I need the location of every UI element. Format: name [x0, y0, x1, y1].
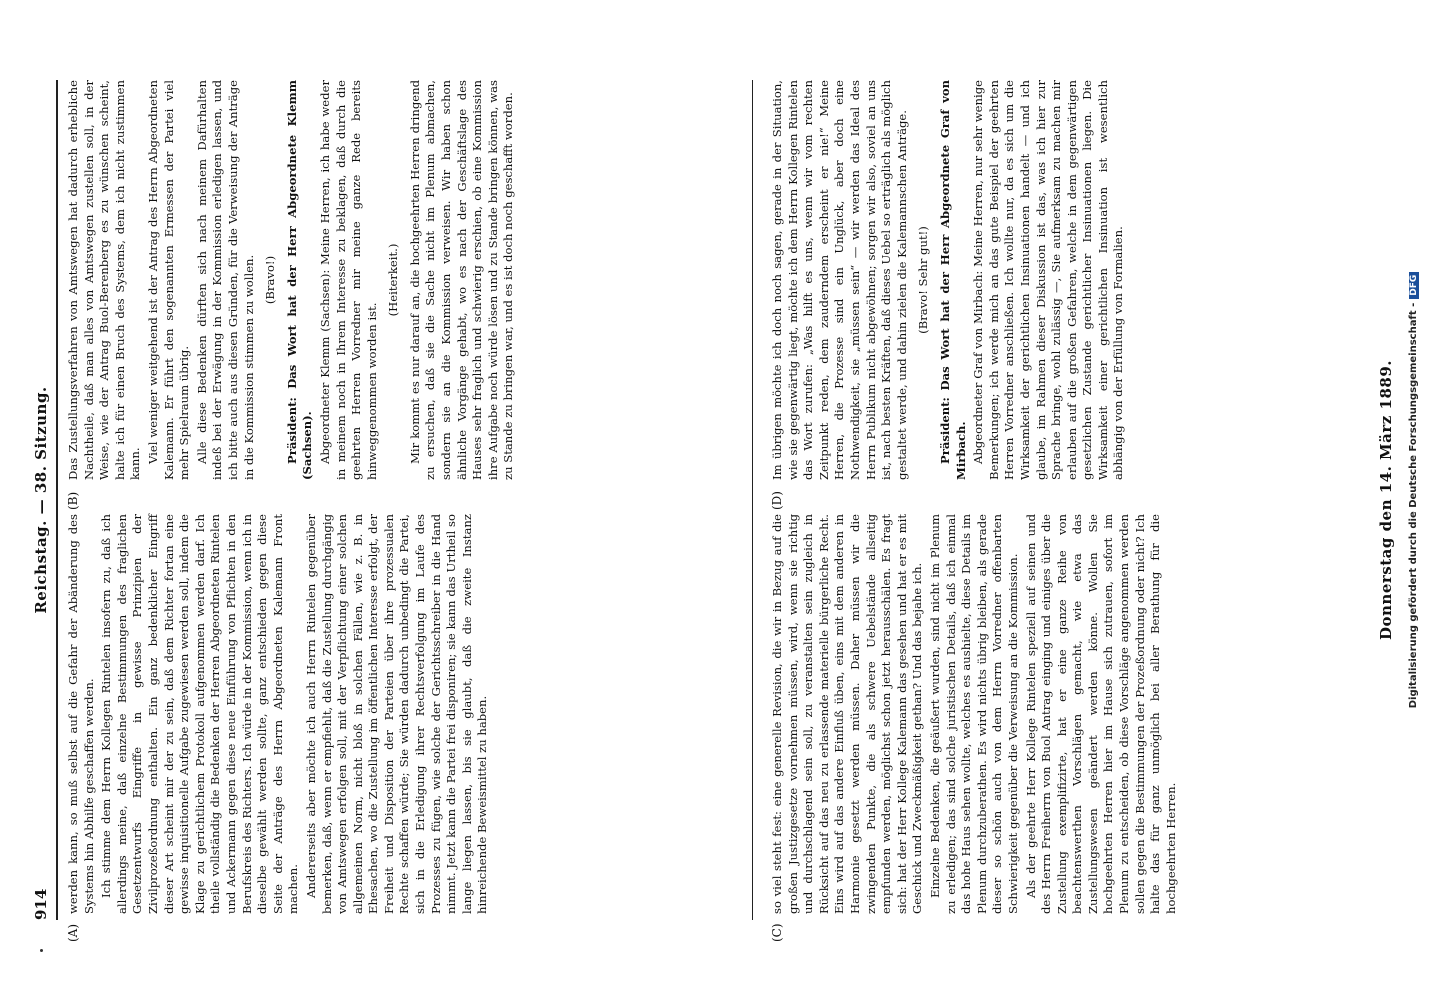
paragraph: Andererseits aber möchte ich auch Herrn Rintelen gegenüber bemerken, daß, wenn er empfiehlt, daß die Zustellung durchgängig von Amtswegen erfolgen soll, mit der Verpflichtung einer solchen allgemeinen Norm, nicht bloß in solchen Fällen, wie z. B. in Ehesachen, wo die Zustellung im öffentlichen Interesse erfolgt, der Freiheit und Disposition der Parteien über ihre prozessualen Rechte schaffen würde; Sie würden dadurch unbedingt die Partei, sich in die Erledigung ihrer Rechtsverfolgung im Laufe des Prozesses zu fügen, wie solche der Gerichtsschreiber in die Hand nimmt. Jetzt kann die Partei frei disponiren; sie kann das Urtheil so lange liegen lassen, bis sie glaubt, daß die zweite Instanz hinreichende Beweismittel zu haben.	[303, 514, 490, 914]
text-column-3	[770, 514, 1370, 914]
section-divider	[752, 80, 753, 920]
page-header-right	[1375, 80, 1401, 920]
paragraph: Viel weniger weitgehend ist der Antrag des Herrn Abgeordneten Kalemann. Er führt den sogenannten Ermessen der Partei viel mehr Spielraum übrig.	[145, 80, 192, 480]
credit-text: Digitalisierung gefördert durch die Deutsche Forschungsgemeinschaft -	[1408, 302, 1419, 709]
dfg-logo: DFG	[1409, 272, 1419, 299]
paragraph: so viel steht fest: eine generelle Revision, die wir in Bezug auf die großen Justizgesetze vornehmen müssen, wird, wenn sie richtig und durchschlagend sein soll, zu veranstalten sein zugleich in Rücksicht auf das neu zu erlassende materielle bürgerliche Recht. Eins wird auf das andere Einfluß üben, eins mit dem anderen in Harmonie gesetzt werden müssen. Daher müssen wir die zwingenden Punkte, die als schwere Uebelstände allseitig empfunden werden, möglichst schon jetzt herausschälen. Es fragt sich: hat der Herr Kollege Kalemann das gesehen und hat er es mit Geschick und Zweckmäßigkeit gethan? Und das bejahe ich.	[770, 514, 925, 914]
text-column-1	[66, 514, 706, 914]
text-column-2	[66, 80, 706, 480]
president-statement: Präsident: Das Wort hat der Herr Abgeordnete Graf von Mirbach.	[937, 80, 968, 480]
applause-note: (Bravo! Sehr gut!)	[916, 226, 931, 334]
speech-paragraph: Abgeordneter Graf von Mirbach: Meine Herren, nur sehr wenige Bemerkungen; ich werde mich an das gute Beispiel der geehrten Herren Vorredner anschließen. Ich wollte nur, da es sich um die Wirksamkeit der gerichtlichen Insinuationen handelt — und ich glaube, im Rahmen dieser Diskussion ist das, was ich hier zur Sprache bringe, wohl zulässig —, Sie aufmerksam zu machen mir erlauben auf die großen Gefahren, welche in dem gegenwärtigen gesetzlichen Zustande gerichtlicher Insinuationen liegen. Die Wirksamkeit einer gerichtlichen Insinuation ist wesentlich abhängig von der Erfüllung von Formalien.	[971, 80, 1126, 480]
header-right-title: Donnerstag den 14. März 1889.	[1377, 360, 1395, 640]
president-statement: Präsident: Das Wort hat der Herr Abgeordnete Klemm (Sachsen).	[284, 80, 315, 480]
paragraph: werden kann, so muß selbst auf die Gefahr der Abänderung des Systems hin Abhilfe geschaffen werden.	[66, 514, 96, 914]
margin-mark-b: (B)	[66, 491, 80, 510]
page-number: 914	[32, 888, 50, 920]
scan-speck	[40, 949, 43, 952]
laughter-note: (Heiterkeit.)	[386, 243, 401, 317]
speech-paragraph: Mir kommt es nur darauf an, die hochgeehrten Herren dringend zu ersuchen, daß sie die Sache nicht im Plenum abmachen, sondern sie an die Kommission verweisen. Wir haben schon ähnliche Vorgänge gehabt, wo es nach der Geschäftslage des Hauses sehr fraglich und schwierig erschien, ob eine Kommission ihre Aufgabe noch würde lösen und zu Stande bringen können, was zu Stande zu bringen war, und es ist doch noch geschafft worden.	[407, 80, 516, 480]
paragraph: Ich stimme dem Herrn Kollegen Rintelen insofern zu, daß ich allerdings meine, daß einzelne Bestimmungen des fraglichen Gesetzentwurfs Eingriffe in gewisse Prinzipien der Zivilprozeßordnung enthalten. Ein ganz bedenklicher Eingriff dieser Art scheint mir der zu sein, daß dem Richter fortan eine gewisse inquisitionelle Aufgabe zugewiesen werden soll, indem die Klage zu gerichtlichem Protokoll aufgenommen werden darf. Ich theile vollständig die Bedenken der Herren Abgeordneten Rintelen und Ackermann gegen diese neue Einführung von Pflichten in den Berufskreis des Richters. Ich würde in der Kommission, wenn ich in dieselbe gewählt werden sollte, ganz entschieden gegen diese Seite der Anträge des Herrn Abgeordneten Kalemann Front machen.	[99, 514, 301, 914]
digitization-credit	[1408, 120, 1419, 860]
page-header	[30, 80, 58, 920]
applause-note: (Bravo!)	[263, 255, 278, 305]
margin-mark-c: (C)	[770, 923, 784, 942]
margin-mark-d: (D)	[770, 491, 784, 510]
paragraph: Einzelne Bedenken, die geäußert wurden, sind nicht im Plenum zu erledigen; das sind solche juristischen Details, daß ich einmal das hohe Haus sehen wollte, welches es aushielte, diese Details im Plenum durchzuberathen. Es wird nichts übrig bleiben, als gerade dieser so schön auch von dem Herrn Vorredner offenbarten Schwierigkeit gegenüber die Verweisung an die Kommission.	[927, 514, 1020, 914]
paragraph: Alle diese Bedenken dürften sich nach meinem Dafürhalten indeß bei der Erwägung in der Kommission erledigen lassen, und ich bitte auch aus diesen Gründen, für die Verweisung der Anträge in die Kommission stimmen zu wollen.	[194, 80, 256, 480]
paragraph: Im übrigen möchte ich doch noch sagen, gerade in der Situation, wie sie gegenwärtig liegt, möchte ich dem Herrn Kollegen Rintelen das Wort zurufen: „Was hilft es uns, wenn wir vom rechten Zeitpunkt reden, dem zauderndem erscheint er nie!“ Meine Herren, die Prozesse sind ein Unglück, aber doch eine Nothwendigkeit, sie „müssen sein“ — wir werden das Ideal des Herrn Publikum nicht abgewöhnen; sorgen wir also, soviel an uns ist, nach besten Kräften, daß dieses Uebel so erträglich als möglich gestaltet werde, und dahin zielen die Kalemannschen Anträge.	[770, 80, 909, 480]
header-left-title: Reichstag. — 38. Sitzung.	[32, 386, 50, 614]
margin-mark-a: (A)	[66, 923, 80, 942]
text-column-4	[770, 80, 1370, 480]
paragraph: Das Zustellungsverfahren von Amtswegen hat dadurch erhebliche Nachtheile, daß man alles von Amtswegen zustellen soll, in der Weise, wie der Antrag Buol-Berenberg es zu wünschen scheint, halte ich für einen Bruch des Systems, dem ich nicht zustimmen kann.	[66, 80, 143, 480]
paragraph: Als der geehrte Herr Kollege Rintelen speziell auf seinen und des Herrn Freiherrn von Buol Antrag einging und einiges über die Zustellung exemplifizirte, hat er eine ganze Reihe von beachtenswerthen Vorschlägen gemacht, wie etwa das Zustellungswesen geändert werden könne. Wollen Sie hochgeehrten Herren hier im Hause sich zutrauen, sofort im Plenum zu entscheiden, ob diese Vorschläge angenommen werden sollen gegen die Bestimmungen der Prozeßordnung oder nicht? Ich halte das für ganz unmöglich bei aller Berathung für die hochgeehrten Herren.	[1023, 514, 1178, 914]
speech-paragraph: Abgeordneter Klemm (Sachsen): Meine Herren, ich habe weder in meinem noch in Ihrem Interesse zu beklagen, daß durch die geehrten Herren Vorredner mir meine ganze Rede bereits hinweggenommen worden ist.	[317, 80, 379, 480]
